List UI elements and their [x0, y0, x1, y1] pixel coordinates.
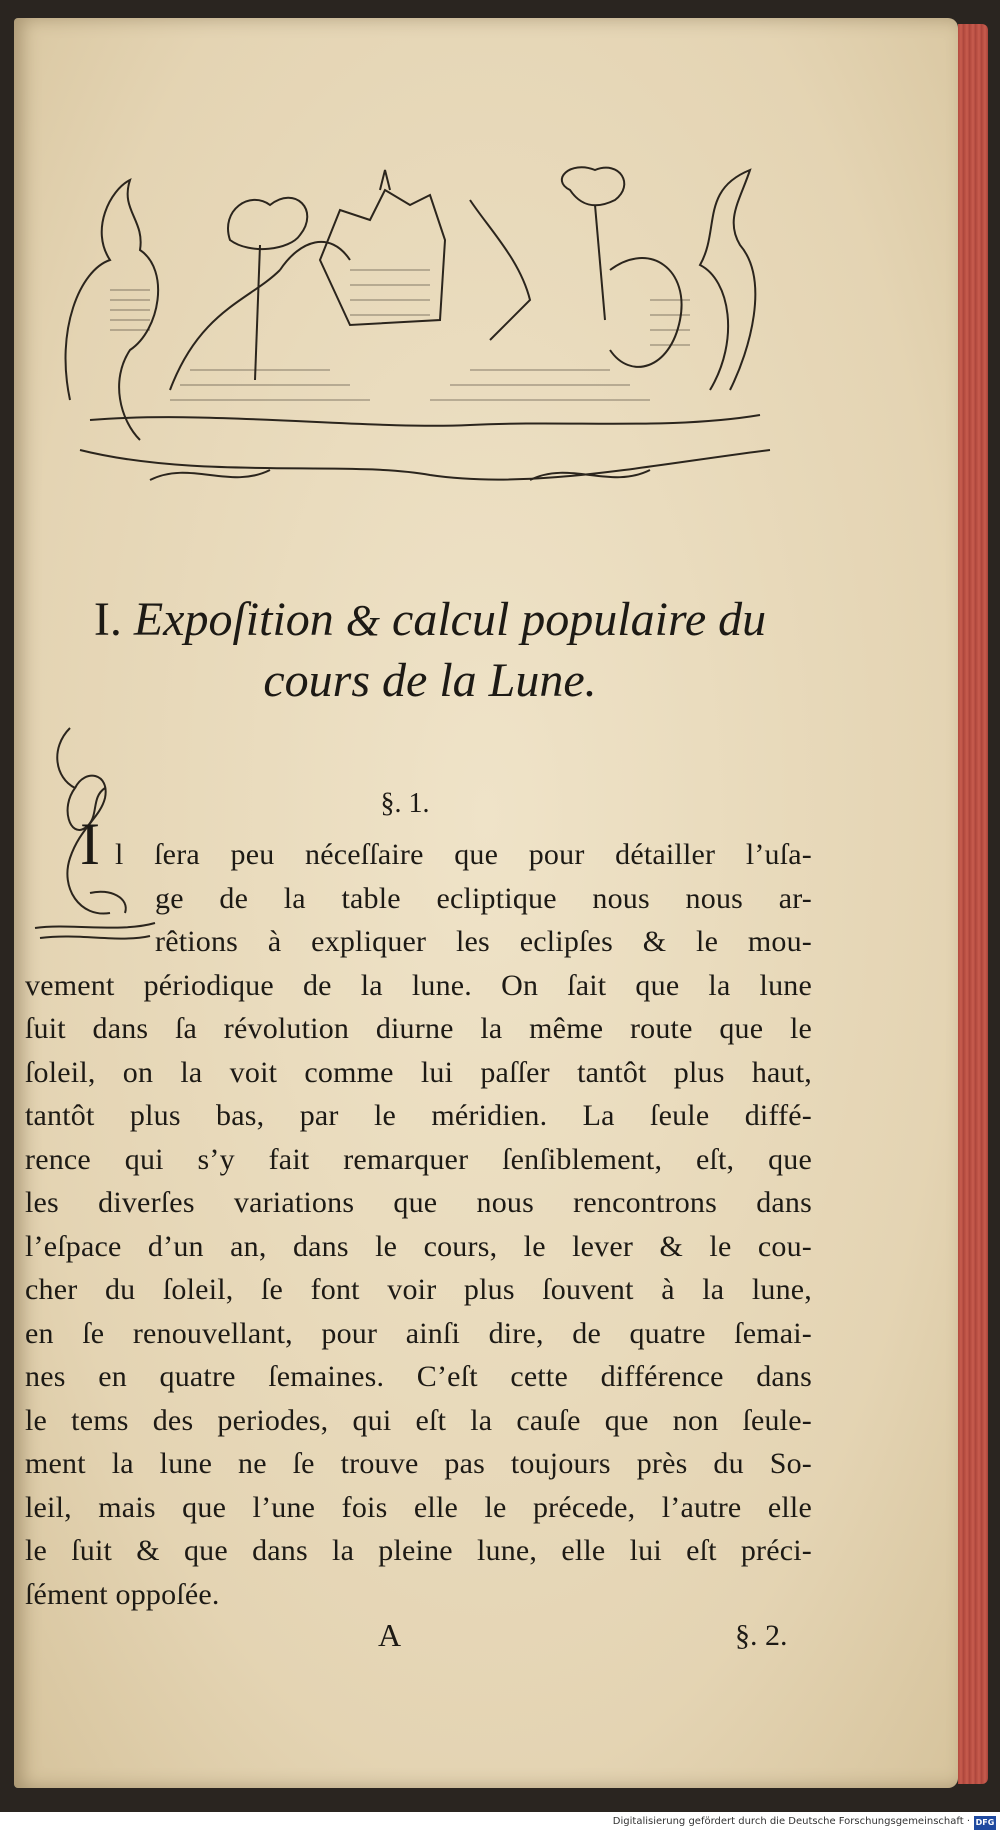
section-number: §. 1.	[380, 788, 430, 819]
body-line: vement périodique de la lune. On ſait que la lune	[25, 968, 812, 1002]
headpiece-vignette	[50, 150, 790, 495]
body-line: rêtions à expliquer les eclipſes & le mou-	[155, 925, 812, 958]
credit-text: Digitalisierung gefördert durch die Deutsche Forschungsgemeinschaft ·	[612, 1816, 970, 1827]
body-line: rence qui s’y fait remarquer ſenſiblement, eſt, que	[25, 1142, 812, 1176]
body-line: ment la lune ne ſe trouve pas toujours près du So-	[25, 1447, 812, 1480]
chapter-title	[20, 590, 840, 711]
body-line: les diverſes variations que nous rencontrons dans	[25, 1186, 812, 1219]
body-line: le tems des periodes, qui eſt la cauſe que non ſeule-	[25, 1403, 812, 1437]
body-line: tantôt plus bas, par le méridien. La ſeule diffé-	[25, 1099, 812, 1132]
body-line: nes en quatre ſemaines. C’eſt cette différence dans	[25, 1360, 812, 1393]
book-page-edge	[958, 24, 988, 1784]
chapter-title-ampersand: &	[345, 596, 381, 645]
body-line: ſuit dans ſa révolution diurne la même route que le	[25, 1012, 812, 1045]
body-line: en ſe renouvellant, pour ainſi dire, de quatre ſemai-	[25, 1316, 812, 1350]
chapter-title-part1: Expoſition	[133, 593, 334, 646]
chapter-title-part2: calcul populaire du	[392, 593, 767, 646]
dfg-logo: DFG	[974, 1816, 996, 1830]
body-line: le ſuit & que dans la pleine lune, elle lui eſt préci-	[25, 1534, 812, 1567]
dropcap-letter: I	[80, 811, 100, 877]
catchword: §. 2.	[735, 1619, 788, 1652]
body-line: ge de la table ecliptique nous nous ar-	[155, 881, 812, 915]
body-line: cher du ſoleil, ſe font voir plus ſouvent à la lune,	[25, 1273, 812, 1306]
chapter-number: I.	[93, 593, 122, 646]
credit-bar	[0, 1812, 1000, 1835]
chapter-title-line2: cours de la Lune.	[263, 654, 597, 707]
body-line: ſément oppoſée.	[25, 1577, 220, 1611]
body-line: l ſera peu néceſſaire que pour détailler l’uſa-	[115, 838, 812, 871]
body-line: l’eſpace d’un an, dans le cours, le lever & le cou-	[25, 1229, 812, 1263]
body-line: leil, mais que l’une fois elle le précede, l’autre elle	[25, 1490, 812, 1524]
signature-mark: A	[378, 1617, 402, 1653]
body-line: ſoleil, on la voit comme lui paſſer tantôt plus haut,	[25, 1055, 812, 1089]
